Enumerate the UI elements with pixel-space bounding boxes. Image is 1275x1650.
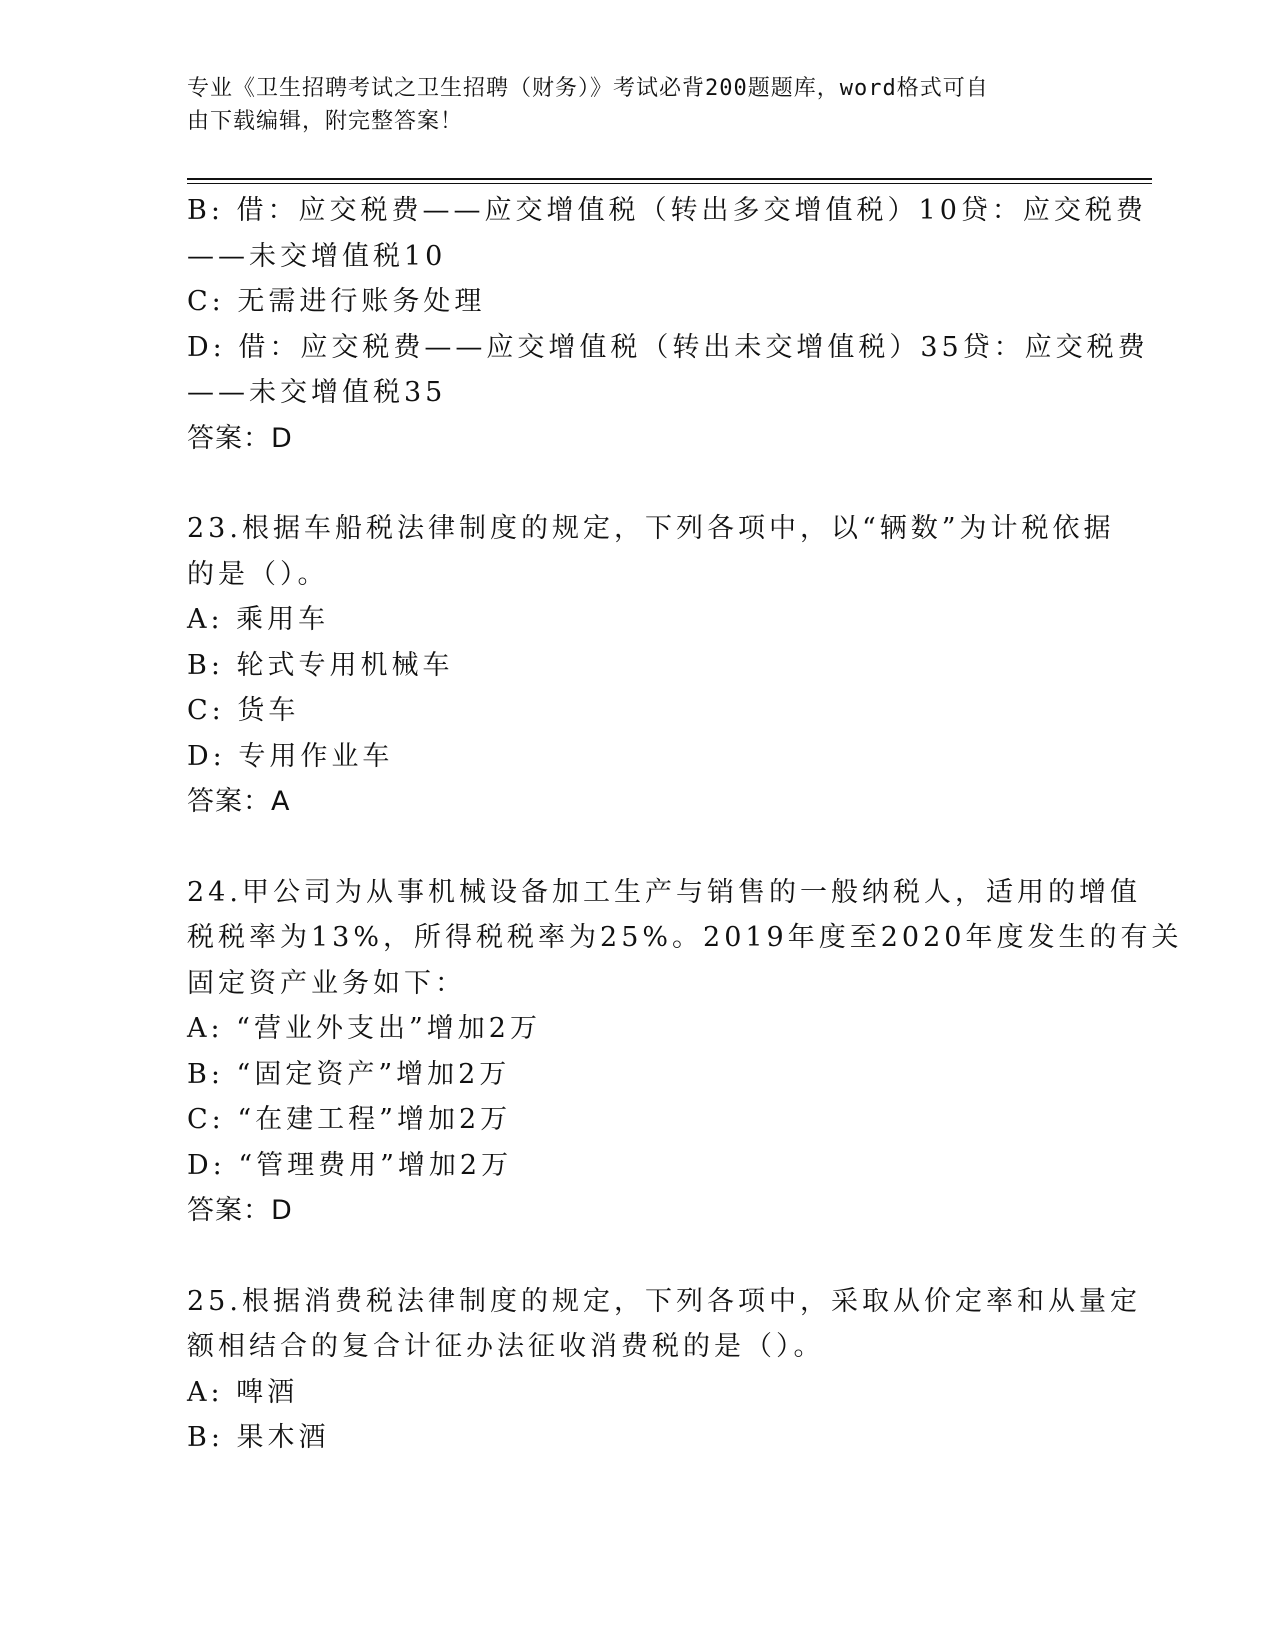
q23-answer: 答案：A — [187, 786, 291, 817]
q22-option-d-line-2: ——未交增值税35 — [187, 377, 447, 408]
q24-stem-line-1: 24.甲公司为从事机械设备加工生产与销售的一般纳税人，适用的增值 — [187, 876, 1141, 908]
q22-option-b-line-1: B: 借：应交税费——应交增值税（转出多交增值税）10贷：应交税费 — [187, 195, 1147, 226]
q25-stem-line-1: 25.根据消费税法律制度的规定，下列各项中，采取从价定率和从量定 — [187, 1285, 1141, 1317]
q25-stem-line-2: 额相结合的复合计征办法征收消费税的是（）。 — [187, 1331, 825, 1362]
q22-option-c: C: 无需进行账务处理 — [187, 286, 486, 317]
question-25 — [187, 1279, 1141, 1461]
spacer — [187, 825, 1087, 870]
header-line-1: 专业《卫生招聘考试之卫生招聘（财务）》考试必背200题题库，word格式可自 — [187, 76, 989, 101]
q23-stem-line-2: 的是（）。 — [187, 558, 329, 590]
q23-option-d: D: 专用作业车 — [187, 740, 394, 772]
header-rule-thick — [187, 178, 1152, 180]
q24-option-b: B: “固定资产”增加2万 — [187, 1058, 511, 1090]
q22-option-b-line-2: ——未交增值税10 — [187, 240, 447, 272]
q24-option-c: C: “在建工程”增加2万 — [187, 1104, 512, 1135]
header-rule-thin — [187, 183, 1152, 184]
question-22-continued — [187, 188, 1149, 461]
document-header — [187, 72, 1067, 138]
header-line-2: 由下载编辑，附完整答案！ — [187, 109, 464, 134]
question-23 — [187, 506, 1115, 825]
q24-stem-line-3: 固定资产业务如下： — [187, 967, 466, 999]
q24-answer: 答案：D — [187, 1195, 293, 1226]
q22-option-d-line-1: D: 借：应交税费——应交增值税（转出未交增值税）35贷：应交税费 — [187, 331, 1149, 363]
q24-option-d: D: “管理费用”增加2万 — [187, 1149, 513, 1181]
q23-option-c: C: 货车 — [187, 695, 300, 726]
q23-stem-line-1: 23.根据车船税法律制度的规定，下列各项中，以“辆数”为计税依据 — [187, 513, 1115, 544]
q25-option-b: B: 果木酒 — [187, 1422, 330, 1453]
q22-answer: 答案：D — [187, 422, 293, 454]
document-body — [187, 188, 1183, 1461]
q24-stem-line-2: 税税率为13%，所得税税率为25%。2019年度至2020年度发生的有关 — [187, 922, 1183, 953]
q24-option-a: A: “营业外支出”增加2万 — [187, 1013, 541, 1044]
q23-option-b: B: 轮式专用机械车 — [187, 649, 454, 681]
q25-option-a: A: 啤酒 — [187, 1376, 299, 1408]
spacer — [187, 1234, 1087, 1279]
spacer — [187, 461, 1087, 506]
question-24 — [187, 870, 1183, 1234]
q23-option-a: A: 乘用车 — [187, 604, 330, 635]
